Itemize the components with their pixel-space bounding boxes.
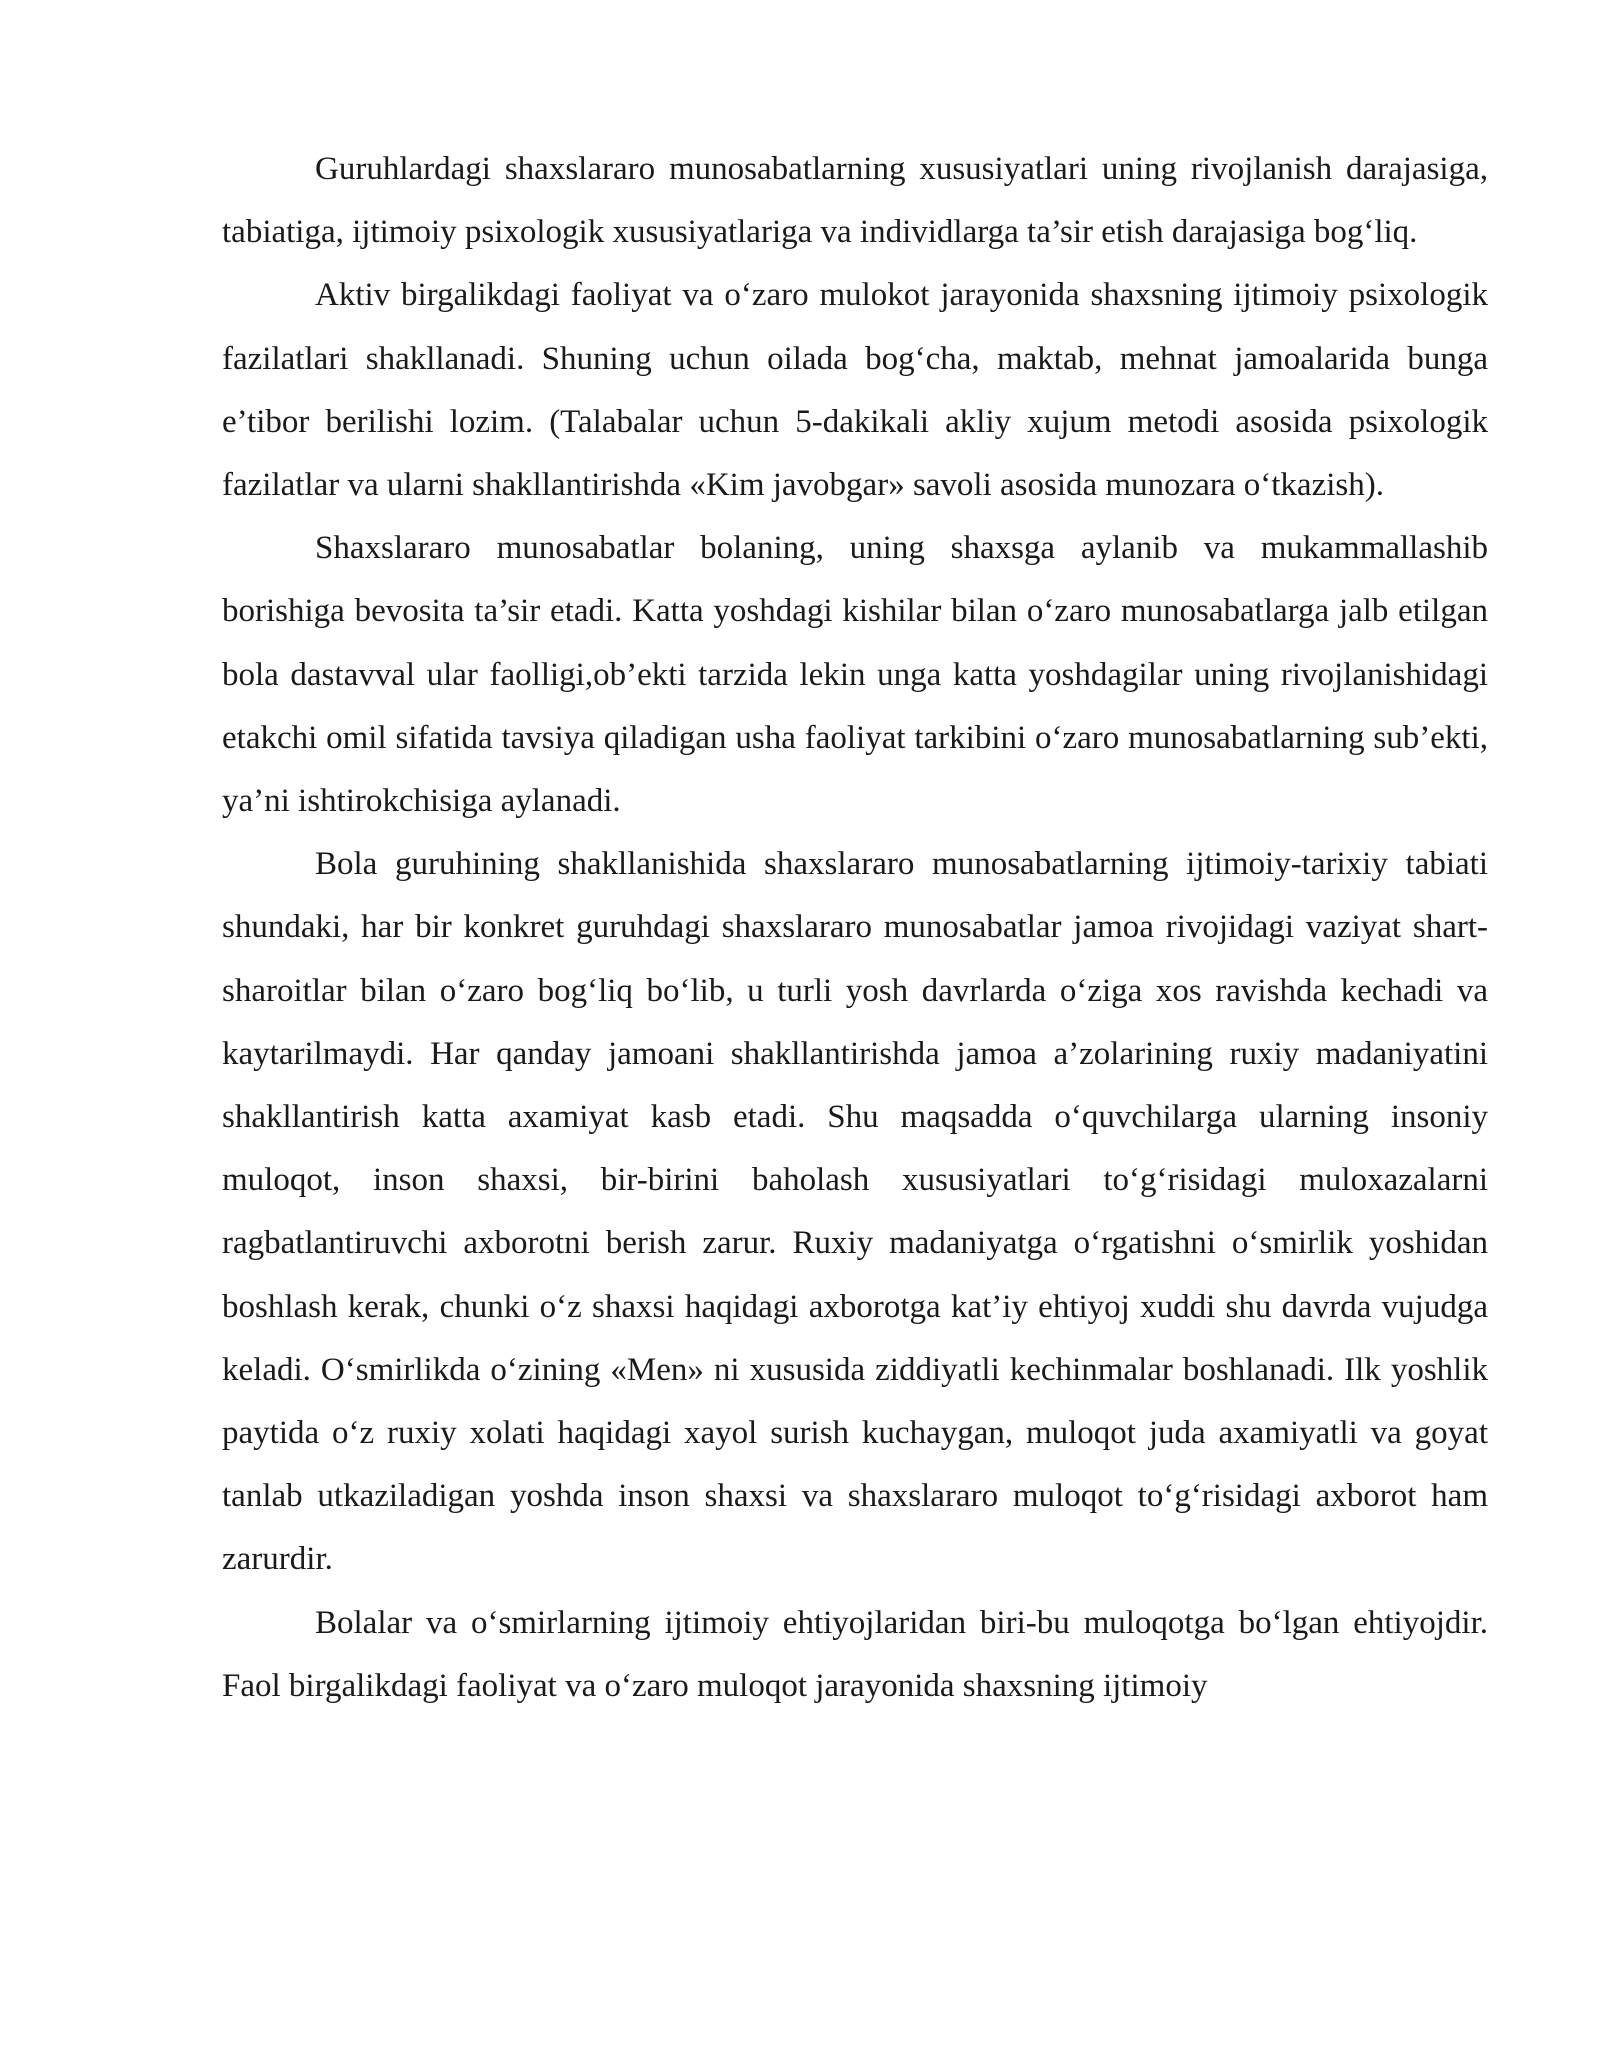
paragraph-3: Shaxslararo munosabatlar bolaning, uning shaxsga aylanib va mukammallashib borishiga bevosita ta’sir etadi. Katta yoshdagi kishilar bilan o‘zaro munosabatlarga jalb etilgan bola dastavval ular faolligi,ob’ekti tarzida lekin unga katta yoshdagilar uning rivojlanishidagi etakchi omil sifatida tavsiya qiladigan usha faoliyat tarkibini o‘zaro munosabatlarning sub’ekti, ya’ni ishtirokchisiga aylanadi. xyxy=(222,530,1488,820)
paragraph-5: Bolalar va o‘smirlarning ijtimoiy ehtiyojlaridan biri-bu muloqotga bo‘lgan ehtiyojdir. Faol birgalikdagi faoliyat va o‘zaro muloqot jarayonida shaxsning ijtimoiy xyxy=(222,1604,1488,1704)
paragraph-2: Aktiv birgalikdagi faoliyat va o‘zaro mulokot jarayonida shaxsning ijtimoiy psixologik fazilatlari shakllanadi. Shuning uchun oilada bog‘cha, maktab, mehnat jamoalarida bunga e’tibor berilishi lozim. (Talabalar uchun 5-dakikali akliy xujum metodi asosida psixologik fazilatlar va ularni shakllantirishda «Kim javobgar» savoli asosida munozara o‘tkazish). xyxy=(222,277,1488,504)
paragraph-1: Guruhlardagi shaxslararo munosabatlarning xususiyatlari uning rivojlanish darajasiga, tabiatiga, ijtimoiy psixologik xususiyatlariga va individlarga ta’sir etish darajasiga bog‘liq. xyxy=(222,151,1488,251)
paragraph-4: Bola guruhining shakllanishida shaxslararo munosabatlarning ijtimoiy-tarixiy tabiati shundaki, har bir konkret guruhdagi shaxslararo munosabatlar jamoa rivojidagi vaziyat shart-sharoitlar bilan o‘zaro bog‘liq bo‘lib, u turli yosh davrlarda o‘ziga xos ravishda kechadi va kaytarilmaydi. Har qanday jamoani shakllantirishda jamoa a’zolarining ruxiy madaniyatini shakllantirish katta axamiyat kasb etadi. Shu maqsadda o‘quvchilarga ularning insoniy muloqot, inson shaxsi, bir-birini baholash xususiyatlari to‘g‘risidagi muloxazalarni ragbatlantiruvchi axborotni berish zarur. Ruxiy madaniyatga o‘rgatishni o‘smirlik yoshidan boshlash kerak, chunki o‘z shaxsi haqidagi axborotga kat’iy ehtiyoj xuddi shu davrda vujudga keladi. O‘smirlikda o‘zining «Men» ni xususida ziddiyatli kechinmalar boshlanadi. Ilk yoshlik paytida o‘z ruxiy xolati haqidagi xayol surish kuchaygan, muloqot juda axamiyatli va goyat tanlab utkaziladigan yoshda inson shaxsi va shaxslararo muloqot to‘g‘risidagi axborot ham zarurdir. xyxy=(222,846,1488,1578)
document-body xyxy=(222,138,1488,1718)
